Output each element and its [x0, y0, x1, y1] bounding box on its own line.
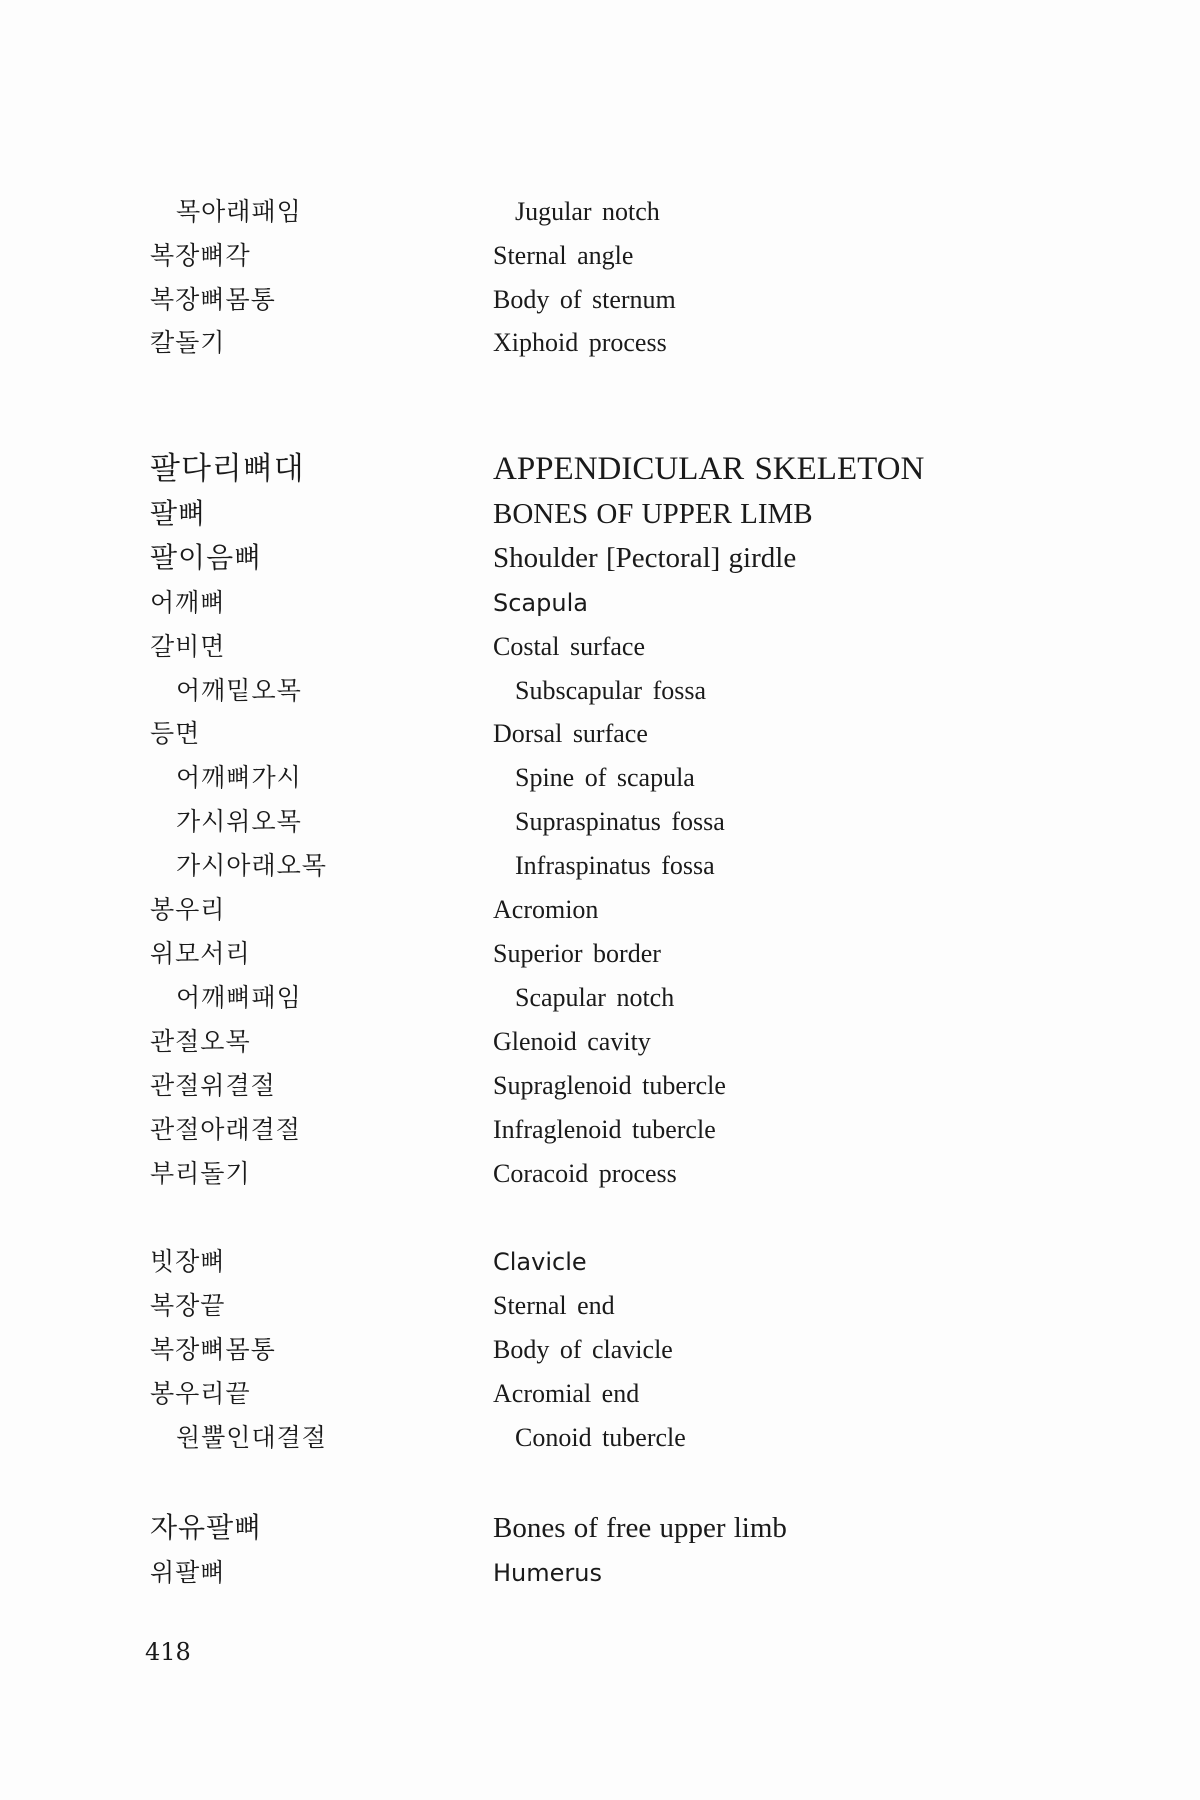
term-row — [0, 192, 1200, 232]
korean-term: 어깨뼈 — [150, 588, 226, 617]
english-term: Humerus — [493, 1559, 602, 1587]
korean-term: 복장뼈각 — [150, 241, 251, 270]
korean-term: 원뿔인대결절 — [176, 1423, 327, 1452]
korean-term: 등면 — [150, 719, 201, 748]
korean-term: 가시아래오목 — [176, 851, 327, 880]
term-row — [0, 583, 1200, 623]
english-term: Body of clavicle — [493, 1335, 673, 1364]
korean-term: 칼돌기 — [150, 328, 226, 357]
term-row — [0, 978, 1200, 1018]
term-row — [0, 1418, 1200, 1458]
korean-term: 팔다리뼈대 — [150, 451, 305, 487]
term-row — [0, 890, 1200, 930]
korean-term: 위팔뼈 — [150, 1558, 226, 1587]
korean-term: 가시위오목 — [176, 807, 302, 836]
term-row — [0, 538, 1200, 578]
korean-term: 복장뼈몸통 — [150, 285, 276, 314]
term-row — [0, 846, 1200, 886]
korean-term: 부리돌기 — [150, 1159, 251, 1188]
term-row — [0, 1508, 1200, 1548]
term-row — [0, 671, 1200, 711]
english-term: Scapular notch — [515, 983, 675, 1012]
english-term: Glenoid cavity — [493, 1027, 651, 1056]
korean-term: 위모서리 — [150, 939, 251, 968]
english-term: Acromial end — [493, 1379, 640, 1408]
english-term: Costal surface — [493, 632, 646, 661]
english-term: APPENDICULAR SKELETON — [493, 451, 925, 487]
english-term: Conoid tubercle — [515, 1423, 686, 1452]
korean-term: 관절위결절 — [150, 1071, 276, 1100]
term-row — [0, 280, 1200, 320]
term-row — [0, 1553, 1200, 1593]
term-row — [0, 1374, 1200, 1414]
korean-term: 관절오목 — [150, 1027, 251, 1056]
page-number: 418 — [145, 1638, 191, 1666]
english-term: Sternal angle — [493, 241, 634, 270]
english-term: Coracoid process — [493, 1159, 677, 1188]
korean-term: 팔뼈 — [150, 497, 207, 530]
korean-term: 어깨뼈가시 — [176, 763, 302, 792]
korean-term: 어깨밑오목 — [176, 676, 302, 705]
term-row — [0, 758, 1200, 798]
english-term: Spine of scapula — [515, 763, 695, 792]
english-term: Jugular notch — [515, 197, 660, 226]
korean-term: 어깨뼈패임 — [176, 983, 302, 1012]
term-row — [0, 934, 1200, 974]
korean-term: 갈비면 — [150, 632, 226, 661]
term-row — [0, 1110, 1200, 1150]
term-row — [0, 627, 1200, 667]
term-row — [0, 714, 1200, 754]
korean-term: 복장뼈몸통 — [150, 1335, 276, 1364]
term-row — [0, 802, 1200, 842]
korean-term: 팔이음뼈 — [150, 541, 263, 574]
english-term: Supraglenoid tubercle — [493, 1071, 726, 1100]
english-term: Bones of free upper limb — [493, 1512, 787, 1544]
term-row — [0, 1154, 1200, 1194]
term-row — [0, 1242, 1200, 1282]
english-term: Scapula — [493, 589, 588, 617]
english-term: Shoulder [Pectoral] girdle — [493, 542, 797, 574]
korean-term: 관절아래결절 — [150, 1115, 301, 1144]
term-row — [0, 1066, 1200, 1106]
english-term: Acromion — [493, 895, 599, 924]
korean-term: 빗장뼈 — [150, 1247, 226, 1276]
korean-term: 목아래패임 — [176, 197, 302, 226]
english-term: Sternal end — [493, 1291, 615, 1320]
english-term: Clavicle — [493, 1248, 587, 1276]
english-term: Body of sternum — [493, 285, 676, 314]
term-row — [0, 1022, 1200, 1062]
subsection-heading — [0, 494, 1200, 534]
english-term: Dorsal surface — [493, 719, 648, 748]
english-term: BONES OF UPPER LIMB — [493, 498, 813, 530]
english-term: Supraspinatus fossa — [515, 807, 725, 836]
korean-term: 복장끝 — [150, 1291, 226, 1320]
english-term: Xiphoid process — [493, 328, 667, 357]
english-term: Infraspinatus fossa — [515, 851, 715, 880]
english-term: Superior border — [493, 939, 661, 968]
term-row — [0, 236, 1200, 276]
term-row — [0, 1330, 1200, 1370]
english-term: Subscapular fossa — [515, 676, 707, 705]
term-row — [0, 323, 1200, 363]
term-row — [0, 1286, 1200, 1326]
korean-term: 봉우리 — [150, 895, 226, 924]
korean-term: 봉우리끝 — [150, 1379, 251, 1408]
korean-term: 자유팔뼈 — [150, 1511, 263, 1544]
english-term: Infraglenoid tubercle — [493, 1115, 716, 1144]
section-heading — [0, 449, 1200, 489]
